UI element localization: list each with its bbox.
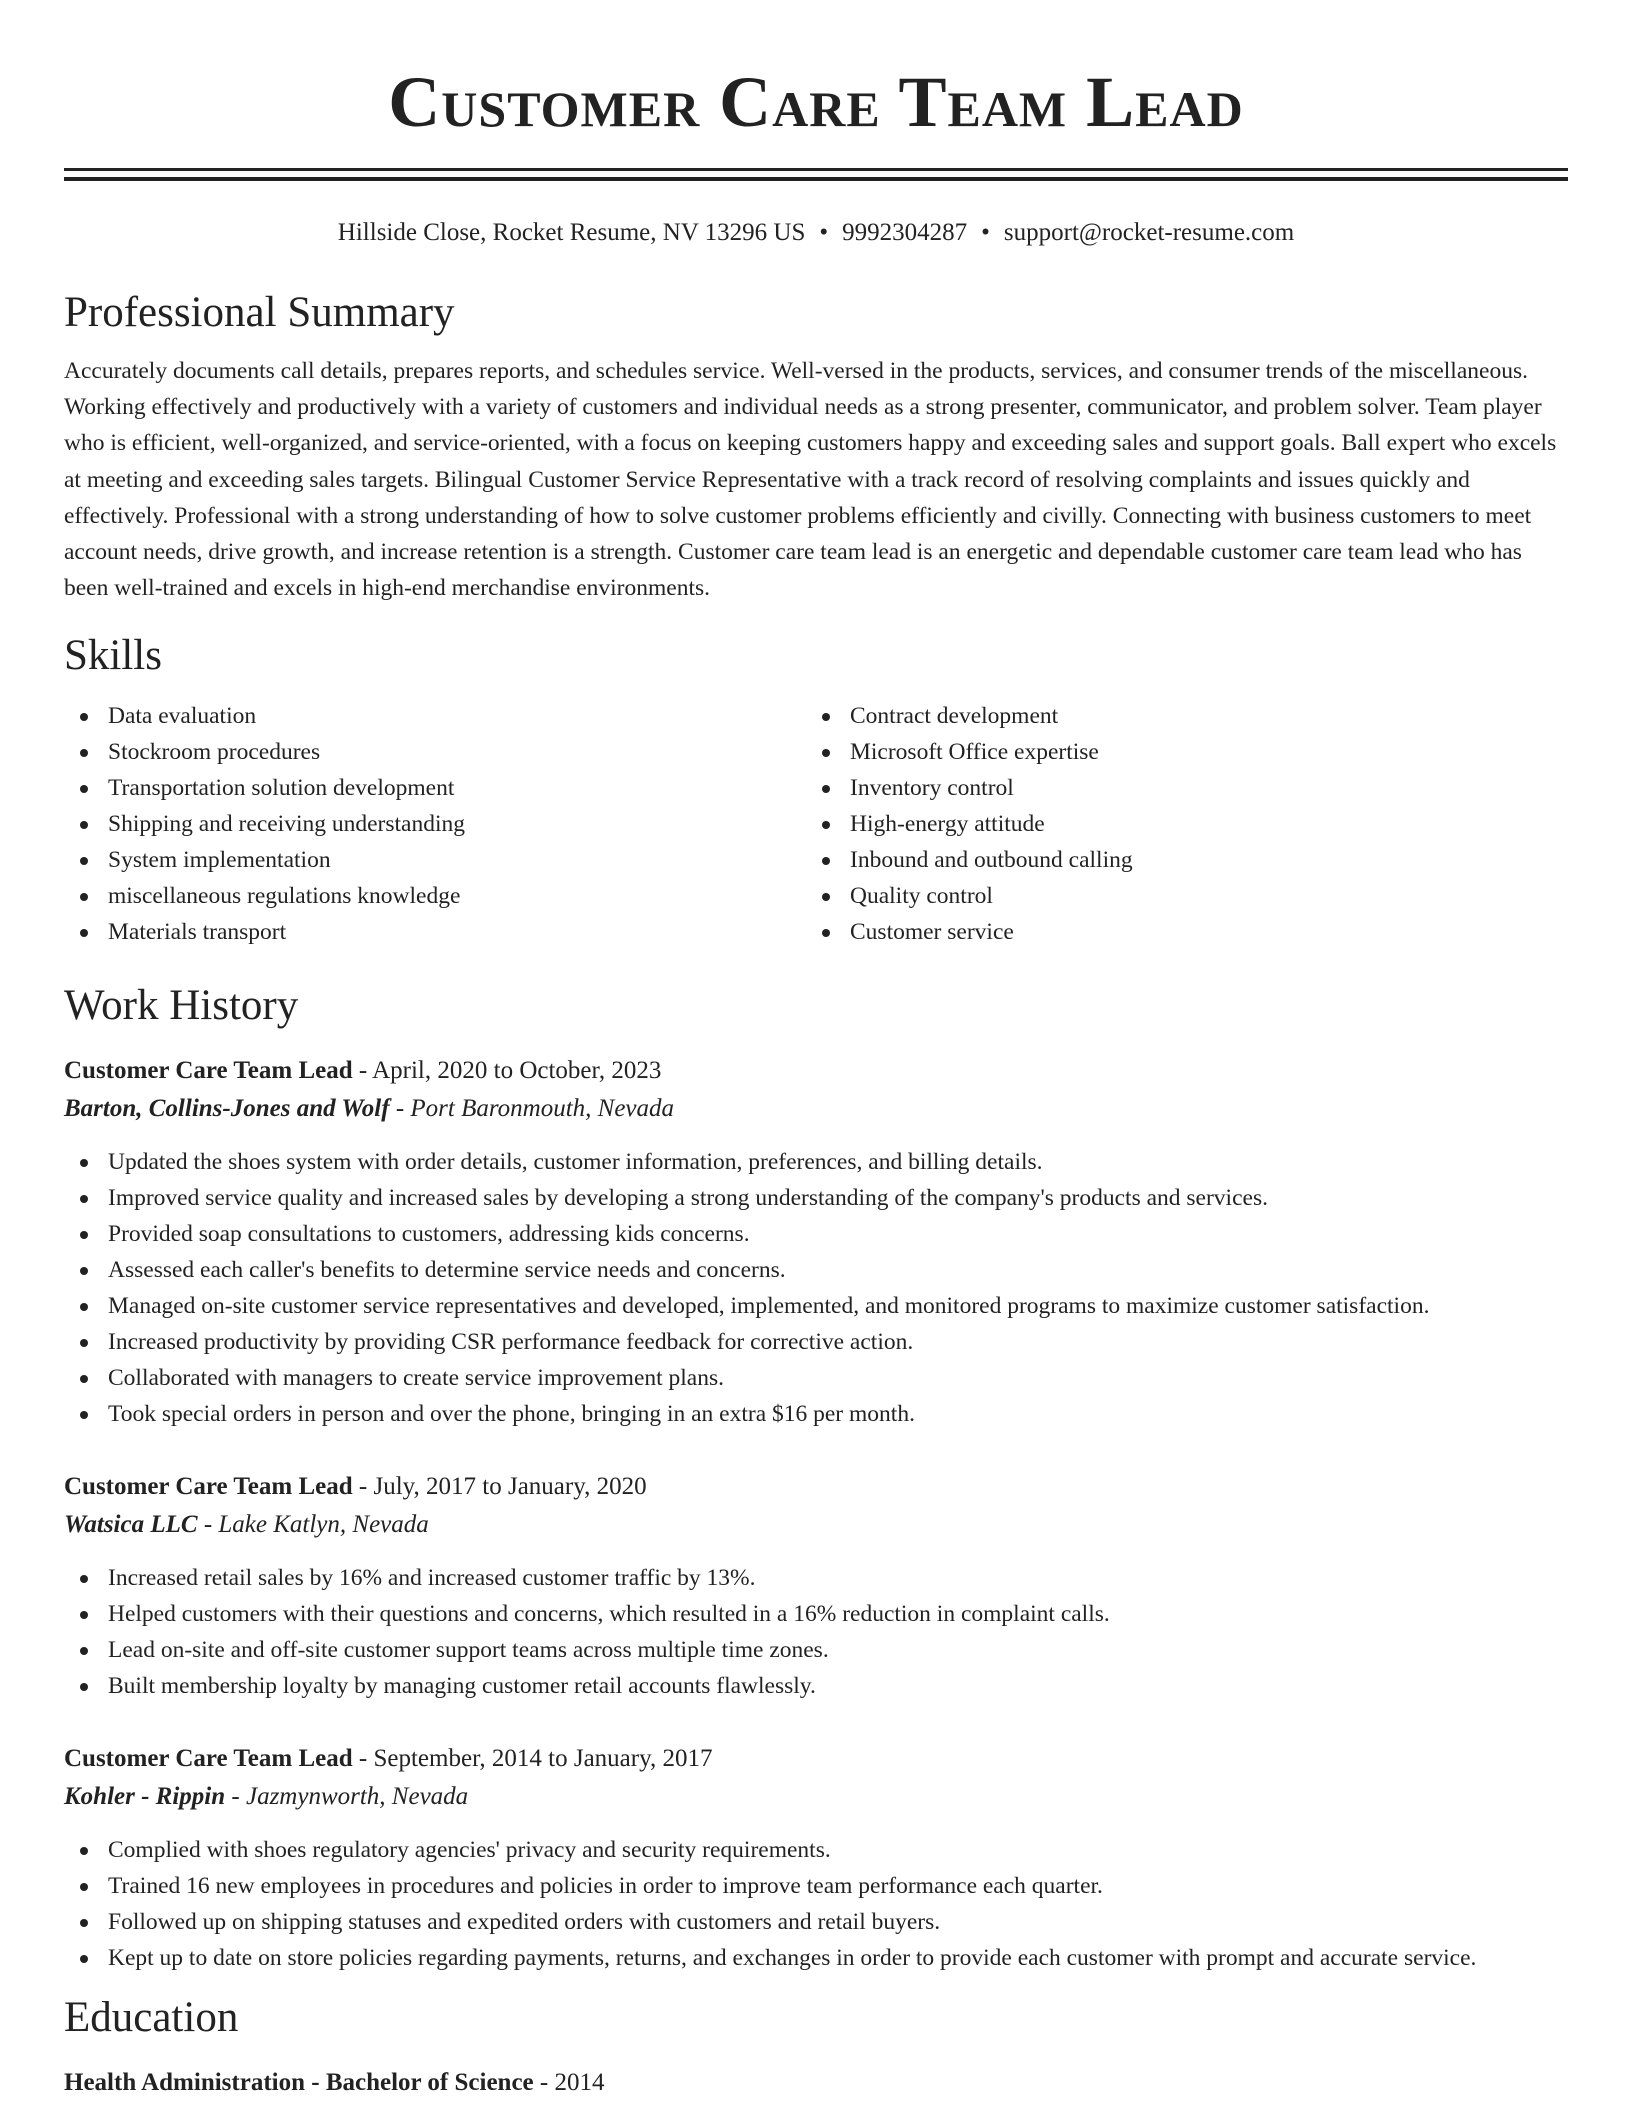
skills-list xyxy=(64,698,1568,950)
job-role: Customer Care Team Lead xyxy=(64,1473,353,1501)
skill-item: Microsoft Office expertise xyxy=(806,734,1548,770)
job-bullet: Followed up on shipping statuses and expedited orders with customers and retail buyers. xyxy=(64,1904,1568,1940)
job-company-line xyxy=(64,1090,1568,1128)
bullet-icon xyxy=(80,1919,88,1927)
contact-email: support@rocket-resume.com xyxy=(1003,219,1295,246)
candidate-name: Customer Care Team Lead xyxy=(388,62,1244,142)
skill-item: miscellaneous regulations knowledge xyxy=(64,878,806,914)
job-title-line xyxy=(64,1740,1568,1778)
job-title-line xyxy=(64,1468,1568,1506)
job-bullets xyxy=(64,1832,1568,1976)
bullet-icon xyxy=(822,785,830,793)
bullet-icon xyxy=(80,1375,88,1383)
job-entry xyxy=(64,1468,1568,1704)
skill-item: Inventory control xyxy=(806,770,1548,806)
bullet-icon xyxy=(80,1611,88,1619)
skill-item: High-energy attitude xyxy=(806,806,1548,842)
bullet-icon xyxy=(80,857,88,865)
job-dates: - April, 2020 to October, 2023 xyxy=(352,1057,662,1085)
job-role: Customer Care Team Lead xyxy=(64,1745,353,1773)
job-bullet: Managed on-site customer service representatives and developed, implemented, and monitored programs to maximize customer satisfaction. xyxy=(64,1288,1568,1324)
skill-item: Stockroom procedures xyxy=(64,734,806,770)
education-heading: Education xyxy=(64,1994,239,2042)
bullet-icon xyxy=(80,713,88,721)
bullet-icon xyxy=(80,1231,88,1239)
job-title-line xyxy=(64,1052,1568,1090)
bullet-icon xyxy=(80,1847,88,1855)
bullet-icon xyxy=(80,1267,88,1275)
bullet-icon xyxy=(80,785,88,793)
contact-line xyxy=(64,217,1568,249)
bullet-icon xyxy=(80,1339,88,1347)
job-entry xyxy=(64,1740,1568,1976)
job-bullet: Took special orders in person and over the phone, bringing in an extra $16 per month. xyxy=(64,1396,1568,1432)
job-role: Customer Care Team Lead xyxy=(64,1057,353,1085)
job-bullet: Provided soap consultations to customers, addressing kids concerns. xyxy=(64,1216,1568,1252)
bullet-icon xyxy=(822,929,830,937)
skill-item: Transportation solution development xyxy=(64,770,806,806)
job-company-line xyxy=(64,1778,1568,1816)
job-bullets xyxy=(64,1144,1568,1432)
work-history-heading: Work History xyxy=(64,982,299,1030)
header-rule-top xyxy=(64,168,1568,171)
bullet-icon xyxy=(80,1883,88,1891)
job-bullet: Kept up to date on store policies regarding payments, returns, and exchanges in order to provide each customer with prompt and accurate service. xyxy=(64,1940,1568,1976)
resume-page xyxy=(64,0,1568,2102)
skills-column-left xyxy=(64,698,806,950)
skills-column-right xyxy=(806,698,1548,950)
job-bullet: Built membership loyalty by managing customer retail accounts flawlessly. xyxy=(64,1668,1568,1704)
bullet-icon xyxy=(80,929,88,937)
bullet-icon xyxy=(822,857,830,865)
job-bullet: Improved service quality and increased sales by developing a strong understanding of the company's products and services. xyxy=(64,1180,1568,1216)
job-location: - Lake Katlyn, Nevada xyxy=(197,1511,429,1539)
bullet-icon xyxy=(80,1647,88,1655)
bullet-icon xyxy=(822,893,830,901)
skill-item: System implementation xyxy=(64,842,806,878)
bullet-icon xyxy=(822,749,830,757)
summary-heading: Professional Summary xyxy=(64,289,455,336)
contact-phone: 9992304287 xyxy=(842,219,968,246)
job-company: Barton, Collins-Jones and Wolf xyxy=(64,1095,390,1123)
job-company: Kohler - Rippin xyxy=(64,1783,226,1811)
job-dates: - September, 2014 to January, 2017 xyxy=(352,1745,713,1773)
education-year: - 2014 xyxy=(533,2069,605,2097)
bullet-icon xyxy=(80,1955,88,1963)
bullet-icon xyxy=(80,1303,88,1311)
skill-item: Inbound and outbound calling xyxy=(806,842,1548,878)
bullet-icon xyxy=(822,821,830,829)
bullet-icon xyxy=(80,1683,88,1691)
bullet-icon xyxy=(80,1575,88,1583)
job-location: - Jazmynworth, Nevada xyxy=(225,1783,469,1811)
job-dates: - July, 2017 to January, 2020 xyxy=(352,1473,647,1501)
skill-item: Shipping and receiving understanding xyxy=(64,806,806,842)
job-bullet: Collaborated with managers to create service improvement plans. xyxy=(64,1360,1568,1396)
contact-separator: • xyxy=(981,219,990,246)
header-rule-bottom xyxy=(64,177,1568,181)
skill-item: Quality control xyxy=(806,878,1548,914)
job-bullet: Lead on-site and off-site customer support teams across multiple time zones. xyxy=(64,1632,1568,1668)
job-bullets xyxy=(64,1560,1568,1704)
bullet-icon xyxy=(80,821,88,829)
job-bullet: Increased productivity by providing CSR performance feedback for corrective action. xyxy=(64,1324,1568,1360)
summary-text: Accurately documents call details, prepares reports, and schedules service. Well-versed in the products, services, and consumer trends of the miscellaneous. Working effectively and productively with a variety of customers and individual needs as a strong presenter, communicator, and problem solver. Team player who is efficient, well-organized, and service-oriented, with a focus on keeping customers happy and exceeding sales and support goals. Ball expert who excels at meeting and exceeding sales targets. Bilingual Customer Service Representative with a track record of resolving complaints and issues quickly and effectively. Professional with a strong understanding of how to solve customer problems efficiently and civilly. Connecting with business customers to meet account needs, drive growth, and increase retention is a strength. Customer care team lead is an energetic and dependable customer care team lead who has been well-trained and excels in high-end merchandise environments. xyxy=(64,358,1557,602)
skills-heading: Skills xyxy=(64,632,162,680)
job-company: Watsica LLC xyxy=(64,1511,198,1539)
job-bullet: Increased retail sales by 16% and increased customer traffic by 13%. xyxy=(64,1560,1568,1596)
bullet-icon xyxy=(80,893,88,901)
job-bullet: Assessed each caller's benefits to determine service needs and concerns. xyxy=(64,1252,1568,1288)
education-entry xyxy=(64,2064,1568,2102)
job-company-line xyxy=(64,1506,1568,1544)
job-bullet: Trained 16 new employees in procedures and policies in order to improve team performance each quarter. xyxy=(64,1868,1568,1904)
bullet-icon xyxy=(80,1159,88,1167)
skill-item: Materials transport xyxy=(64,914,806,950)
education-degree: Health Administration - Bachelor of Science xyxy=(64,2069,534,2097)
skill-item: Customer service xyxy=(806,914,1548,950)
job-bullet: Updated the shoes system with order details, customer information, preferences, and billing details. xyxy=(64,1144,1568,1180)
bullet-icon xyxy=(80,749,88,757)
job-entry xyxy=(64,1052,1568,1432)
job-bullet: Complied with shoes regulatory agencies' privacy and security requirements. xyxy=(64,1832,1568,1868)
job-location: - Port Baronmouth, Nevada xyxy=(389,1095,675,1123)
skill-item: Contract development xyxy=(806,698,1548,734)
bullet-icon xyxy=(822,713,830,721)
contact-address: Hillside Close, Rocket Resume, NV 13296 US xyxy=(337,219,806,246)
skill-item: Data evaluation xyxy=(64,698,806,734)
job-bullet: Helped customers with their questions and concerns, which resulted in a 16% reduction in complaint calls. xyxy=(64,1596,1568,1632)
contact-separator: • xyxy=(819,219,829,246)
bullet-icon xyxy=(80,1195,88,1203)
bullet-icon xyxy=(80,1411,88,1419)
